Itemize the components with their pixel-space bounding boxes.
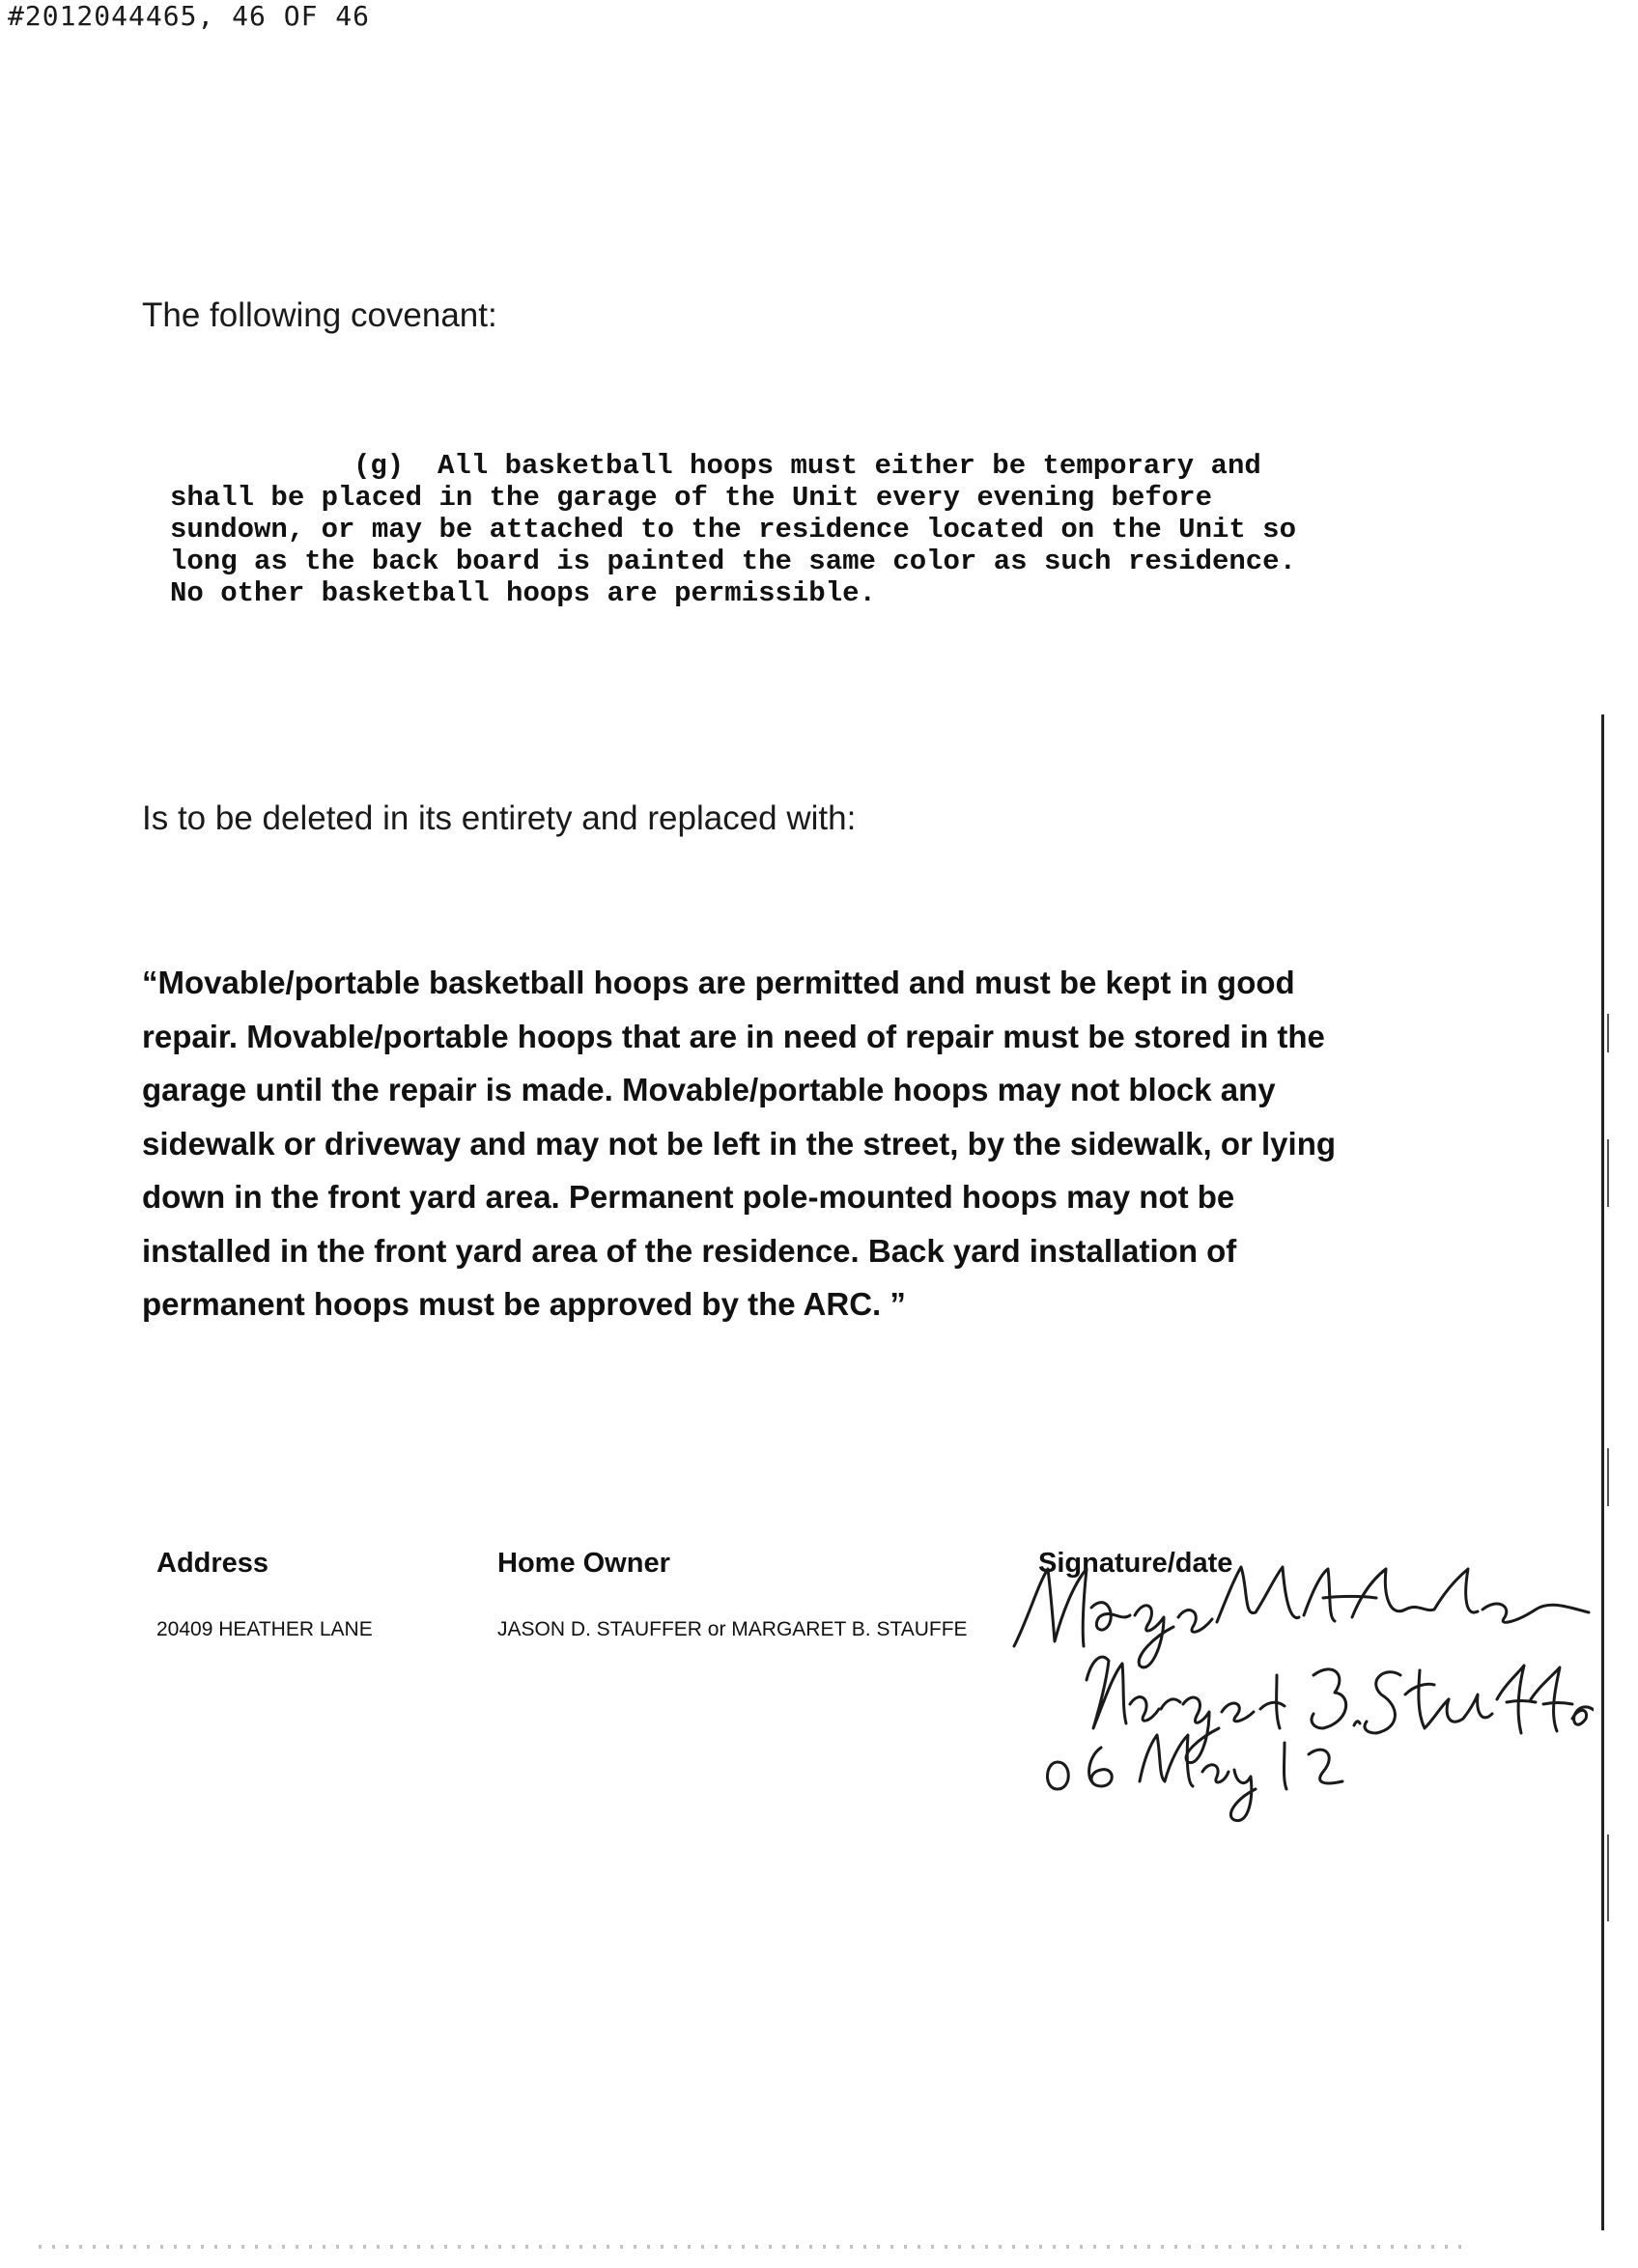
replacement-covenant [142, 956, 1426, 1331]
scan-edge [1601, 714, 1604, 2230]
address-value: 20409 HEATHER LANE [156, 1618, 373, 1640]
scan-speck [1607, 1139, 1609, 1207]
replacement-line: installed in the front yard area of the residence. Back yard installation of [142, 1232, 1237, 1269]
covenant-line: shall be placed in the garage of the Unit every evening before [170, 482, 1212, 514]
covenant-line: long as the back board is painted the same color as such residence. [170, 546, 1296, 577]
replacement-line: “Movable/portable basketball hoops are permitted and must be kept in good [142, 965, 1295, 1000]
covenant-line: No other basketball hoops are permissible. [170, 577, 876, 609]
handwritten-signature [995, 1540, 1594, 1830]
scan-speck [1607, 1834, 1609, 1921]
replacement-line: sidewalk or driveway and may not be left in the street, by the sidewalk, or lying [142, 1125, 1337, 1162]
document-number: #2012044465, 46 OF 46 [8, 0, 371, 32]
replacement-line: down in the front yard area. Permanent pole-mounted hoops may not be [142, 1179, 1235, 1215]
replacement-line: garage until the repair is made. Movable/portable hoops may not block any [142, 1072, 1276, 1107]
covenant-line: (g) All basketball hoops must either be temporary and [353, 450, 1261, 482]
scan-noise [39, 2245, 1468, 2249]
scan-speck [1607, 1448, 1609, 1506]
scan-speck [1607, 1014, 1609, 1052]
replacement-intro: Is to be deleted in its entirety and replaced with: [142, 799, 857, 837]
address-header: Address [156, 1548, 269, 1579]
replacement-line: repair. Movable/portable hoops that are in need of repair must be stored in the [142, 1018, 1325, 1054]
home-owner-value: JASON D. STAUFFER or MARGARET B. STAUFFE [497, 1618, 968, 1640]
home-owner-header: Home Owner [497, 1548, 670, 1579]
intro-text: The following covenant: [142, 296, 497, 334]
replacement-line: permanent hoops must be approved by the ARC. ” [142, 1286, 906, 1322]
original-covenant [170, 450, 1387, 609]
signature-date-header: Signature/date [1038, 1548, 1233, 1579]
covenant-line: sundown, or may be attached to the residence located on the Unit so [170, 514, 1296, 546]
